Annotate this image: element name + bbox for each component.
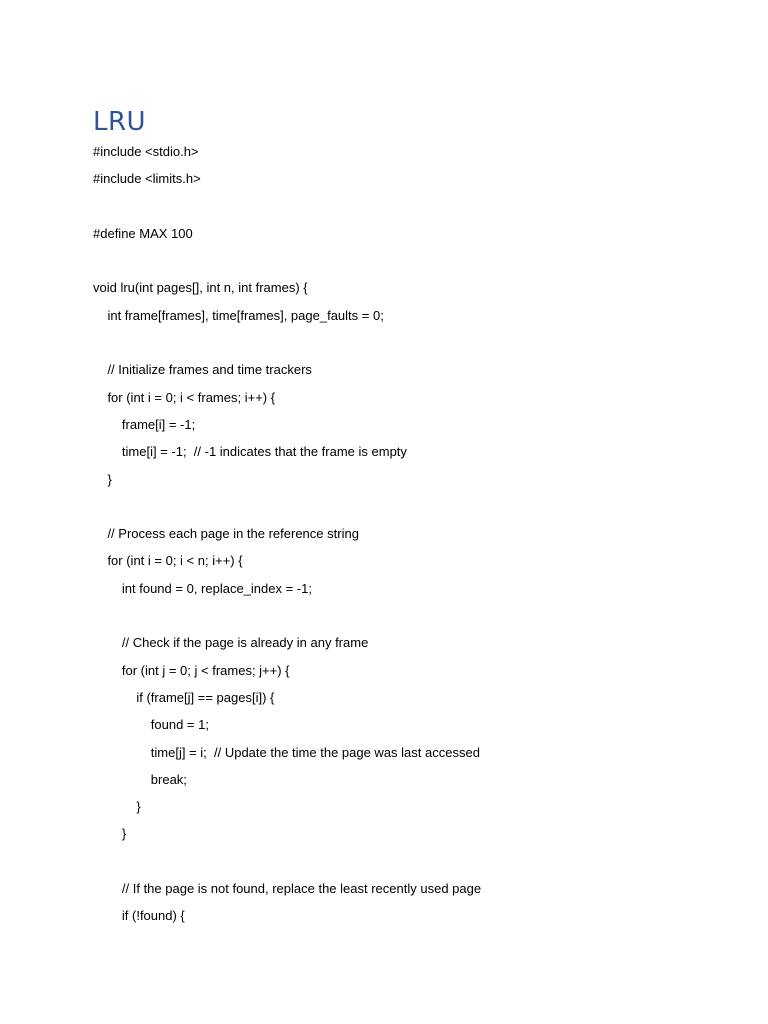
code-block: [93, 143, 733, 935]
blank-line: [93, 198, 733, 225]
code-line: for (int i = 0; i < n; i++) {: [93, 553, 243, 569]
code-line: for (int i = 0; i < frames; i++) {: [93, 389, 276, 405]
code-line: // Check if the page is already in any frame: [93, 635, 369, 651]
code-line: #include <limits.h>: [93, 171, 201, 187]
code-line: int found = 0, replace_index = -1;: [93, 580, 312, 596]
blank-line: [93, 498, 733, 525]
code-line: frame[i] = -1;: [93, 416, 196, 432]
blank-line: [93, 607, 733, 634]
code-line: void lru(int pages[], int n, int frames) {: [93, 280, 308, 296]
code-line: }: [93, 471, 112, 487]
code-line: // Process each page in the reference string: [93, 526, 359, 542]
blank-line: [93, 853, 733, 880]
code-line: if (!found) {: [93, 908, 185, 924]
code-line: if (frame[j] == pages[i]) {: [93, 689, 275, 705]
code-line: int frame[frames], time[frames], page_faults = 0;: [93, 307, 384, 323]
blank-line: [93, 334, 733, 361]
code-line: // If the page is not found, replace the least recently used page: [93, 881, 482, 897]
code-line: found = 1;: [93, 717, 209, 733]
code-line: #include <stdio.h>: [93, 144, 199, 159]
code-line: break;: [93, 771, 187, 787]
blank-line: [93, 252, 733, 279]
code-line: }: [93, 826, 127, 842]
code-line: #define MAX 100: [93, 225, 193, 241]
code-line: time[i] = -1; // -1 indicates that the frame is empty: [93, 444, 407, 460]
code-line: time[j] = i; // Update the time the page was last accessed: [93, 744, 480, 760]
document-title: LRU: [93, 107, 147, 137]
code-line: }: [93, 799, 141, 815]
code-line: for (int j = 0; j < frames; j++) {: [93, 662, 290, 678]
code-line: // Initialize frames and time trackers: [93, 362, 312, 378]
